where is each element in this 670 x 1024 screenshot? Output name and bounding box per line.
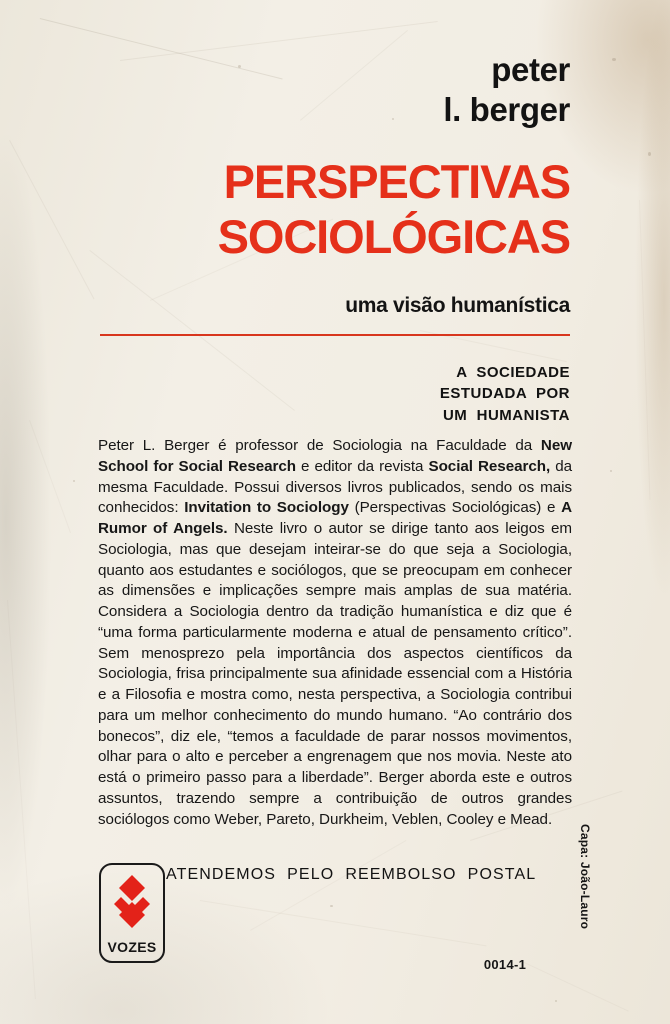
kicker-line-1: A SOCIEDADE	[456, 364, 570, 381]
author-name	[100, 50, 570, 131]
author-last-name: l. berger	[443, 91, 570, 129]
title-line-2: SOCIOLÓGICAS	[217, 209, 570, 263]
book-title	[60, 155, 570, 264]
title-line-1: PERSPECTIVAS	[223, 155, 570, 208]
vozes-chevron-icon	[101, 871, 163, 933]
author-first-name: peter	[491, 51, 570, 88]
book-subtitle: uma visão humanística	[345, 294, 570, 317]
kicker-tagline	[300, 362, 570, 426]
blurb-text: Peter L. Berger é professor de Sociologia na Faculdade da New School for Social Research e editor da revista Social Research, da mesma Faculdade. Possui diversos livros publicados, sendo os mais conhecidos: Invitation to Sociology (Perspectivas Sociológicas) e A Rumor of Angels. Neste livro o autor se dirige tanto aos leigos em Sociologia, mas que desejam inteirar-se do que seja a Sociologia, quanto aos estudantes e sociólogos, que se preocupam em conhecer as dimensões e implicações sempre mais amplas de sua matéria. Considera a Sociologia dentro da tradição humanística e diz que é “uma forma particularmente moderna e atual de pensamento crítico”. Sem menosprezo pela importância dos aspectos científicos da Sociologia, frisa principalmente sua afinidade essencial com a História e a Filosofia e mostra como, nesta perspectiva, a Sociologia contribui para um melhor conhecimento do mundo humano. “Ao contrário dos bonecos”, diz ele, “temos a faculdade de parar nossos movimentos, olhar para o alto e perceber a engrenagem que nos movia. Neste ato está o primeiro passo para a liberdade”. Berger aborda este e outros assuntos, trazendo sempre a contribuição de outros grandes sociólogos como Weber, Pareto, Durkheim, Veblen, Cooley e Mead.	[98, 437, 573, 828]
red-divider-rule	[100, 334, 570, 336]
catalog-code: 0014-1	[483, 957, 527, 972]
reembolso-notice: ATENDEMOS PELO REEMBOLSO POSTAL	[166, 866, 537, 883]
kicker-line-2: ESTUDADA POR	[439, 385, 570, 403]
publisher-name: VOZES	[107, 939, 157, 955]
kicker-line-3: UM HUMANISTA	[442, 406, 570, 424]
cover-credit: Capa: João-Lauro	[578, 824, 592, 930]
publisher-logo	[99, 863, 165, 963]
